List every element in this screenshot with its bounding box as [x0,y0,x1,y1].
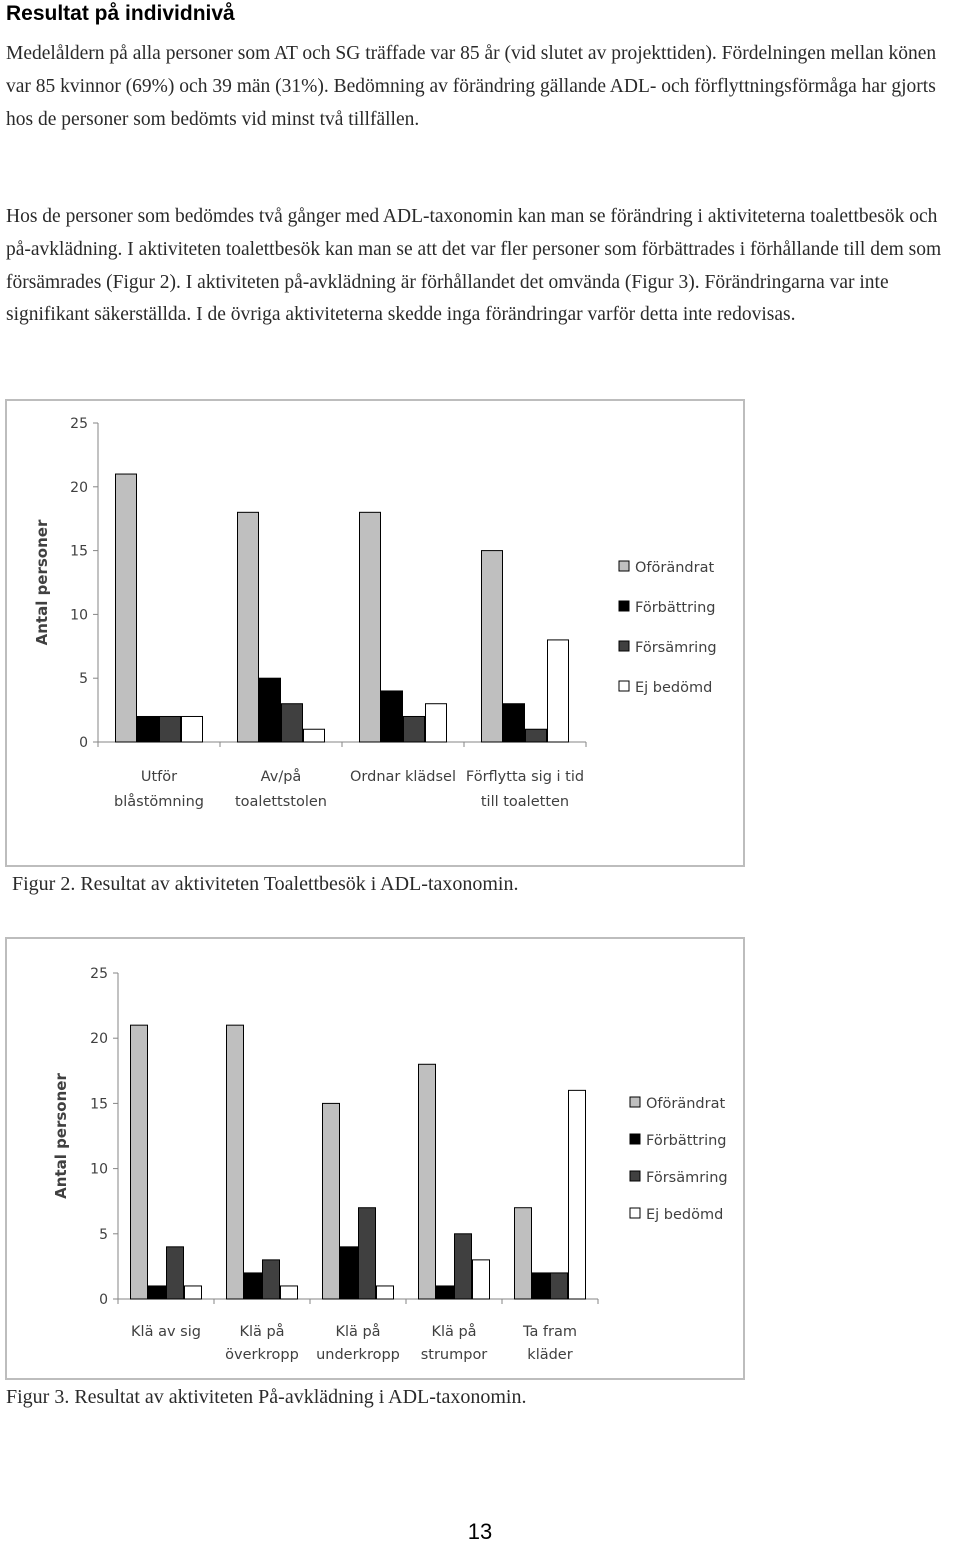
bar-oförändrat [116,474,137,742]
legend-label: Oförändrat [635,560,715,576]
bar-förbättring [437,1286,454,1299]
bar-oförändrat [482,551,503,742]
legend-swatch [630,1208,640,1218]
page-number: 13 [467,1519,493,1544]
bar-förbättring [149,1286,166,1299]
y-axis-label: Antal personer [33,519,51,646]
legend-swatch [630,1134,640,1144]
bar-försämring [167,1247,184,1299]
bar-försämring [455,1234,472,1299]
legend-label: Försämring [635,640,717,656]
toalettbesok-chart-svg [7,401,743,865]
legend-swatch [619,561,629,571]
y-tick-label: 5 [99,1226,108,1243]
y-axis-label: Antal personer [52,1073,70,1199]
bar-försämring [359,1208,376,1299]
legend-swatch [619,681,629,691]
bar-försämring [526,729,547,742]
bar-förbättring [341,1247,358,1299]
y-tick-label: 20 [90,1031,108,1048]
bar-ej-bedömd [182,716,203,742]
category-label: underkropp [316,1347,400,1363]
legend-label: Ej bedömd [635,680,713,696]
category-label: Utför [140,769,178,785]
section-heading: Resultat på individnivå [6,2,235,25]
bar-försämring [160,716,181,742]
legend-swatch [619,601,629,611]
toalettbesok-chart [5,399,745,867]
bar-oförändrat [238,512,259,742]
bar-förbättring [382,691,403,742]
legend-label: Oförändrat [646,1096,726,1112]
bar-ej-bedömd [185,1286,202,1299]
category-label: strumpor [420,1347,488,1363]
category-label: kläder [527,1347,573,1363]
bar-förbättring [504,704,525,742]
category-label: till toaletten [480,794,570,810]
legend-label: Försämring [646,1170,728,1186]
figure-2-caption: Figur 2. Resultat av aktiviteten Toalettbesök i ADL-taxonomin. [12,873,519,895]
bar-ej-bedömd [473,1260,490,1299]
bar-förbättring [138,716,159,742]
bar-förbättring [533,1273,550,1299]
category-label: Klä på [239,1324,285,1340]
y-tick-label: 20 [70,479,88,496]
y-tick-label: 10 [70,607,88,624]
legend-label: Förbättring [635,600,716,616]
y-tick-label: 25 [70,416,88,432]
bar-ej-bedömd [569,1090,586,1299]
y-tick-label: 15 [70,543,88,560]
category-label: Ordnar klädsel [350,769,456,785]
y-tick-label: 10 [90,1161,108,1178]
category-label: Klä av sig [131,1324,201,1340]
bar-oförändrat [360,512,381,742]
legend-swatch [619,641,629,651]
bar-ej-bedömd [281,1286,298,1299]
legend-swatch [630,1097,640,1107]
bar-oförändrat [419,1064,436,1299]
category-label: överkropp [225,1347,299,1363]
bar-försämring [404,716,425,742]
category-label: Av/på [260,769,302,785]
y-tick-label: 0 [99,1292,108,1308]
legend-swatch [630,1171,640,1181]
bar-förbättring [260,678,281,742]
legend-label: Ej bedömd [646,1207,724,1223]
pa-avkladning-chart [5,937,745,1380]
y-tick-label: 25 [90,966,108,982]
bar-ej-bedömd [377,1286,394,1299]
bar-ej-bedömd [304,729,325,742]
bar-oförändrat [227,1025,244,1299]
intro-paragraph: Medelåldern på alla personer som AT och SG träffade var 85 år (vid slutet av projekttiden). Fördelningen mellan könen var 85 kvinnor (69%) och 39 män (31%). Bedömning av förändring gällande ADL- och förflyttningsförmåga har gjorts hos de personer som bedömts vid minst två tillfällen. [6,43,937,130]
category-label: Förflytta sig i tid [465,769,585,785]
bar-försämring [263,1260,280,1299]
category-label: Ta fram [522,1324,578,1340]
bar-oförändrat [515,1208,532,1299]
category-label: Klä på [335,1324,381,1340]
bar-försämring [282,704,303,742]
bar-oförändrat [323,1103,340,1299]
bar-oförändrat [131,1025,148,1299]
y-tick-label: 0 [79,735,88,751]
legend-label: Förbättring [646,1133,727,1149]
figure-3-caption: Figur 3. Resultat av aktiviteten På-avklädning i ADL-taxonomin. [6,1386,527,1408]
category-label: toalettstolen [234,794,328,810]
y-tick-label: 5 [79,671,88,688]
bar-ej-bedömd [548,640,569,742]
pa-avkladning-chart-svg [7,939,743,1378]
bar-ej-bedömd [426,704,447,742]
category-label: Klä på [431,1324,477,1340]
bar-förbättring [245,1273,262,1299]
category-label: blåstömning [114,794,204,810]
y-tick-label: 15 [90,1096,108,1113]
findings-paragraph: Hos de personer som bedömdes två gånger med ADL-taxonomin kan man se förändring i aktiviteterna toalettbesök och på-avklädning. I aktiviteten toalettbesök kan man se att det var fler personer som förbättrades i förhållande till dem som försämrades (Figur 2). I aktiviteten på-avklädning är förhållandet det omvända (Figur 3). Förändringarna var inte signifikant säkerställda. I de övriga aktiviteterna skedde inga förändringar varför detta inte redovisas. [6,206,942,326]
bar-försämring [551,1273,568,1299]
